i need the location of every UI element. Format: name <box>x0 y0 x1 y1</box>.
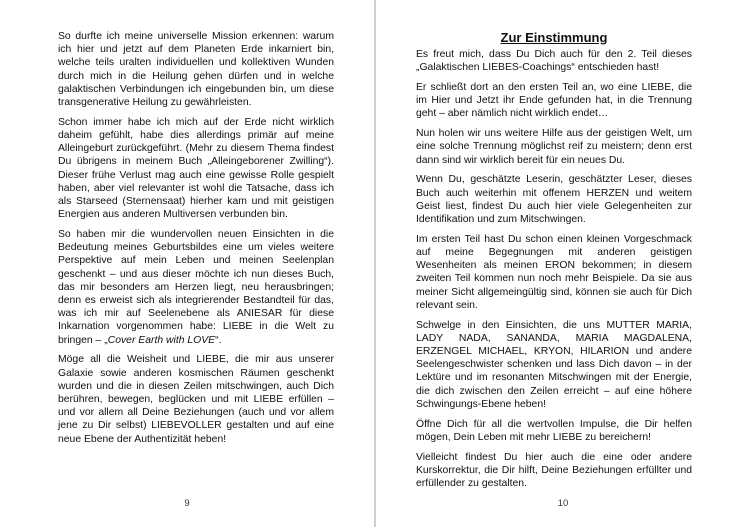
page-number: 10 <box>557 498 569 509</box>
left-page <box>0 0 374 527</box>
paragraph: Vielleicht findest Du hier auch die eine oder andere Kurskorrektur, die Dir hilft, Deine Beziehungen erfüllter und erfüllender zu gestalten. <box>416 451 692 490</box>
paragraph: Schon immer habe ich mich auf der Erde nicht wirklich daheim gefühlt, habe dies allerdings primär auf meine Alleingeburt zurückgeführt. (Mehr zu diesem Thema findest Du übrigens in meinem Buch „Alleingeborener Zwilling“). Dieser frühe Verlust mag auch eine gewisse Rolle gespielt haben, aber viel relevanter ist wohl die Tatsache, dass ich als Starseed (Sternensaat) hierher kam und mit geistigen Energien aus anderen Multiversen verbunden bin. <box>58 116 334 221</box>
paragraph: Wenn Du, geschätzte Leserin, geschätzter Leser, dieses Buch auch weiterhin mit offenem HERZEN und weitem Geist liest, findest Du auch hier viele Gelegenheiten zur Identifikation und zum Mitschwingen. <box>416 174 692 226</box>
right-page <box>376 0 750 527</box>
paragraph <box>58 228 334 347</box>
paragraph: Im ersten Teil hast Du schon einen kleinen Vorgeschmack auf meine Begegnungen mit anderen geistigen Wesenheiten als meinen ERON bekommen; in diesem zweiten Teil kommen nun noch mehr Beispiele. Da sie aus meiner Sicht allgemeingültig sind, können sie auch für Dich relevant sein. <box>416 233 692 311</box>
paragraph: Es freut mich, dass Du Dich auch für den 2. Teil dieses „Galaktischen LIEBES-Coachings“ entschieden hast! <box>416 49 692 74</box>
paragraph: Öffne Dich für all die wertvollen Impulse, die Dir helfen mögen, Dein Leben mit mehr LIEBE zu bereichern! <box>416 418 692 443</box>
paragraph: Nun holen wir uns weitere Hilfe aus der geistigen Welt, um eine solche Trennung möglichst reif zu meistern; denn erst dann sind wir wirklich bereit für ein neues Du. <box>416 128 692 166</box>
right-page-text <box>416 30 692 497</box>
paragraph: Er schließt dort an den ersten Teil an, wo eine LIEBE, die im Hier und Jetzt ihr Ende gefunden hat, in die Trennung geht – aber nämlich nicht wirklich endet… <box>416 82 692 120</box>
paragraph: Schwelge in den Einsichten, die uns MUTTER MARIA, LADY NADA, SANANDA, MARIA MAGDALENA, ERZENGEL MICHAEL, KRYON, HILARION und andere Seelengeschwister schenken und lass Dich davon – in der Lektüre und im resonanten Mitschwingen mit der Energie, die dich zwischen den Zeilen erreicht – auf eine höhere Schwingungs-Ebene heben! <box>416 319 692 410</box>
paragraph: So durfte ich meine universelle Mission erkennen: warum ich hier und jetzt auf dem Planeten Erde inkarniert bin, welche teils uralten individuellen und kollektiven Wunden durch mich in die Heilung gehen dürfen und in welche galaktischen Verbindungen ich eingebunden bin, um diese transgenerative Heilung zu gewährleisten. <box>58 31 334 109</box>
paragraph-ending: “. <box>215 334 222 346</box>
paragraph-text: So haben mir die wundervollen neuen Einsichten in die Bedeutung meines Geburtsbildes eine um vieles weitere Perspektive auf mein Leben und meinen Seelenplan geschenkt – und aus dieser möchte ich nun dieses Buch, das mir besonders am Herzen liegt, neu herausbringen; denn es erweist sich als integrierender Bestandteil für das, was ich mir auf Seelenebene als ANIESAR für diese Inkarnation vorgenommen habe: LIEBE in die Welt zu bringen – „ <box>58 229 334 346</box>
left-page-text <box>58 30 334 452</box>
page-number: 9 <box>184 498 190 509</box>
chapter-title: Zur Einstimmung <box>500 30 608 45</box>
italic-phrase: Cover Earth with LOVE <box>107 334 216 346</box>
paragraph: Möge all die Weisheit und LIEBE, die mir aus unserer Galaxie sowie anderen kosmischen Räumen geschenkt wurden und die in diesen Zeilen mitschwingen, auch Dich berühren, bewegen, beglücken und mit LIEBE erfüllen – und vor allem all Deine Beziehungen (auch und vor allem jene zu Dir selbst) LIEBEVOLLER gestalten und auf eine neue Ebene der Authentizität heben! <box>58 354 334 445</box>
